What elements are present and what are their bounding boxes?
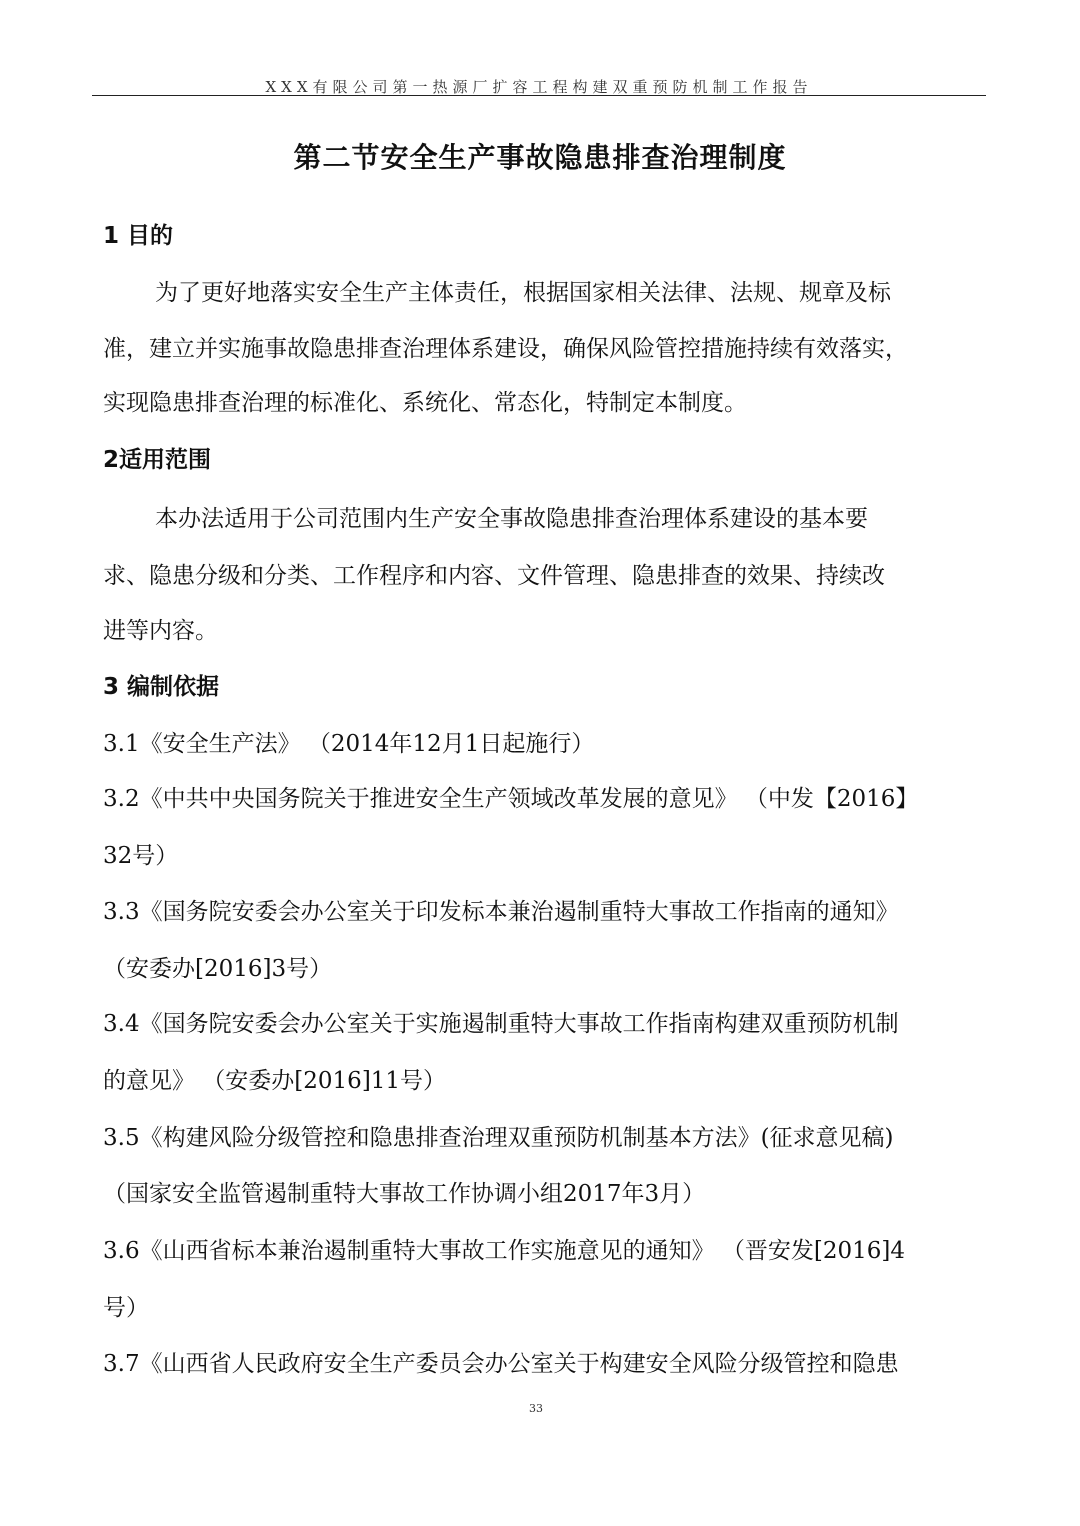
reference-item-continued: 32号） [103, 843, 179, 869]
reference-item: 3.5《构建风险分级管控和隐患排查治理双重预防机制基本方法》(征求意见稿) [103, 1125, 894, 1151]
running-header: XXX有限公司第一热源厂扩容工程构建双重预防机制工作报告 [265, 78, 813, 96]
reference-item-continued: （国家安全监管遏制重特大事故工作协调小组2017年3月） [103, 1181, 706, 1207]
paragraph-line: 实现隐患排查治理的标准化、系统化、常态化，特制定本制度。 [103, 390, 747, 416]
paragraph-line: 进等内容。 [103, 618, 218, 644]
reference-item: 3.3《国务院安委会办公室关于印发标本兼治遏制重特大事故工作指南的通知》 [103, 899, 899, 925]
reference-item: 3.1《安全生产法》 （2014年12月1日起施行） [103, 731, 595, 757]
reference-item: 3.2《中共中央国务院关于推进安全生产领域改革发展的意见》 （中发【2016】 [103, 786, 919, 812]
reference-item: 3.7《山西省人民政府安全生产委员会办公室关于构建安全风险分级管控和隐患 [103, 1351, 899, 1377]
heading-purpose: 1 目的 [103, 223, 174, 249]
heading-scope: 2适用范围 [103, 447, 212, 473]
reference-item-continued: 的意见》 （安委办[2016]11号） [103, 1068, 447, 1094]
reference-item: 3.6《山西省标本兼治遏制重特大事故工作实施意见的通知》 （晋安发[2016]4 [103, 1238, 906, 1264]
header-divider [92, 95, 986, 96]
reference-item-continued: 号） [103, 1295, 149, 1321]
paragraph-line: 求、隐患分级和分类、工作程序和内容、文件管理、隐患排查的效果、持续改 [103, 563, 885, 589]
reference-item: 3.4《国务院安委会办公室关于实施遏制重特大事故工作指南构建双重预防机制 [103, 1011, 899, 1037]
paragraph-line: 准，建立并实施事故隐患排查治理体系建设，确保风险管控措施持续有效落实， [103, 336, 908, 362]
heading-basis: 3 编制依据 [103, 674, 220, 700]
reference-item-continued: （安委办[2016]3号） [103, 956, 333, 982]
paragraph-line: 为了更好地落实安全生产主体责任，根据国家相关法律、法规、规章及标 [155, 280, 891, 306]
paragraph-line: 本办法适用于公司范围内生产安全事故隐患排查治理体系建设的基本要 [155, 506, 868, 532]
section-title: 第二节安全生产事故隐患排查治理制度 [293, 141, 787, 174]
page-number: 33 [529, 1402, 543, 1415]
